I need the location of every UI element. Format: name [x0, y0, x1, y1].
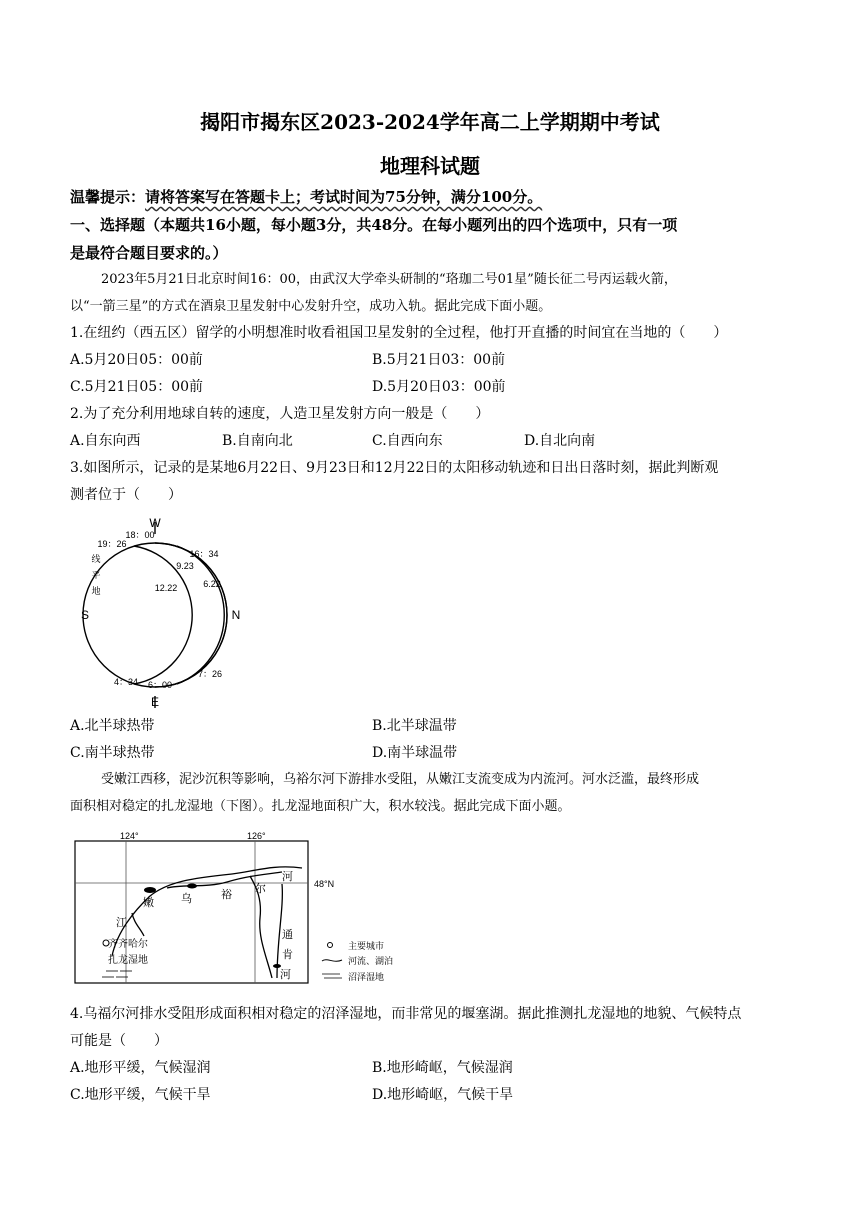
- map-label-jiang: 江: [116, 917, 127, 929]
- label-N: N: [231, 608, 241, 622]
- sun-path-diagram: [72, 512, 252, 708]
- label-W: W: [149, 516, 161, 530]
- lon-124-label: 124°: [120, 831, 139, 841]
- q2-option-c: C.自西向东: [372, 433, 443, 449]
- exam-title: 揭阳市揭东区2023-2024学年高二上学期期中考试: [200, 110, 660, 134]
- q4-stem-line2: 可能是（ ）: [70, 1033, 168, 1049]
- label-S: S: [80, 608, 90, 622]
- label-1926: 19：26: [97, 539, 127, 549]
- section-heading-line2: 是最符合题目要求的。）: [70, 244, 228, 262]
- map-label-zhalong: 扎龙湿地: [108, 955, 148, 966]
- q3-option-d: D.南半球温带: [372, 745, 458, 761]
- map-label-he: 河: [282, 871, 293, 883]
- label-600: 6：00: [147, 680, 173, 690]
- q2-option-a: A.自东向西: [70, 433, 141, 449]
- q3-stem-line1: 3.如图所示，记录的是某地6月22日、9月23日和12月22日的太阳移动轨迹和日出日落时刻，据此判断观: [70, 460, 719, 476]
- q4-option-d: D.地形崎岖，气候干旱: [372, 1087, 514, 1103]
- label-622: 6.22: [203, 579, 221, 589]
- label-1634: 16：34: [189, 549, 219, 559]
- label-434: 4：34: [113, 677, 139, 687]
- q2-stem: 2.为了充分利用地球自转的速度，人造卫星发射方向一般是（ ）: [70, 406, 490, 422]
- map-label-qiqihar: 齐齐哈尔: [108, 939, 148, 950]
- label-1800: 18：00: [125, 530, 155, 540]
- marsh-symbol: [102, 971, 132, 977]
- zhalong-map: [72, 828, 412, 986]
- q2-option-d: D.自北向南: [524, 433, 596, 449]
- map-label-ken: 肯: [282, 949, 293, 961]
- label-horizon-1: 线: [91, 554, 101, 564]
- label-1222: 12.22: [154, 583, 178, 593]
- lat-48-label: 48°N: [314, 879, 335, 889]
- q1-option-c: C.5月21日05：00前: [70, 379, 204, 395]
- passage1-line1: 2023年5月21日北京时间16：00，由武汉大学牵头研制的“珞珈二号01星”随长征二号丙运载火箭，: [101, 272, 677, 287]
- passage2-line1: 受嫩江西移，泥沙沉积等影响，乌裕尔河下游排水受阻，从嫩江支流变成为内流河。河水泛滥，最终形成: [101, 772, 700, 787]
- exam-subtitle: 地理科试题: [380, 154, 480, 178]
- section-heading-line1: 一、选择题（本题共16小题，每小题3分，共48分。在每小题列出的四个选项中，只有一项: [70, 216, 678, 234]
- legend-marsh-label: 沼泽湿地: [348, 972, 385, 982]
- legend-city-icon: [328, 943, 333, 948]
- lake-patches: [144, 884, 281, 969]
- label-horizon-2: 平: [91, 570, 101, 580]
- tip-label: 温馨提示：: [70, 188, 146, 206]
- map-label-yu: 裕: [221, 889, 232, 901]
- q4-option-a: A.地形平缓，气候湿润: [70, 1060, 211, 1076]
- legend-city-label: 主要城市: [348, 941, 385, 951]
- legend-marsh-icon: [322, 974, 342, 978]
- q3-option-b: B.北半球温带: [372, 718, 457, 734]
- q1-option-d: D.5月20日03：00前: [372, 379, 506, 395]
- label-923: 9.23: [176, 561, 194, 571]
- map-label-he2: 河: [280, 969, 291, 981]
- map-label-er: 尔: [255, 883, 266, 895]
- label-horizon-3: 地: [91, 586, 101, 596]
- passage2-line2: 面积相对稳定的扎龙湿地（下图）。扎龙湿地面积广大，积水较浅。据此完成下面小题。: [70, 799, 571, 814]
- q3-option-a: A.北半球热带: [70, 718, 155, 734]
- legend-river-icon: [322, 960, 342, 962]
- lon-126-label: 126°: [247, 831, 266, 841]
- q1-stem: 1.在纽约（西五区）留学的小明想准时收看祖国卫星发射的全过程，他打开直播的时间宜在当地的（ ）: [70, 325, 728, 341]
- q2-option-b: B.自南向北: [222, 433, 293, 449]
- tip-line: [70, 186, 542, 207]
- legend-river-label: 河流、湖泊: [348, 956, 394, 966]
- label-726: 7：26: [197, 669, 223, 679]
- q4-option-c: C.地形平缓，气候干旱: [70, 1087, 211, 1103]
- map-label-tong: 通: [282, 929, 293, 941]
- q4-stem-line1: 4.乌福尔河排水受阻形成面积相对稳定的沼泽湿地，而非常见的堰塞湖。据此推测扎龙湿地的地貌、气候特点: [70, 1006, 742, 1022]
- map-label-nen: 嫩: [143, 897, 154, 909]
- q1-option-b: B.5月21日03：00前: [372, 352, 506, 368]
- map-label-wu: 乌: [181, 893, 192, 905]
- q1-option-a: A.5月20日05：00前: [70, 352, 203, 368]
- tip-text: 请将答案写在答题卡上；考试时间为75分钟，满分100分。: [145, 188, 543, 206]
- passage1-line2: 以“一箭三星”的方式在酒泉卫星发射中心发射升空，成功入轨。据此完成下面小题。: [70, 299, 552, 314]
- q3-stem-line2: 测者位于（ ）: [70, 487, 182, 503]
- q4-option-b: B.地形崎岖，气候湿润: [372, 1060, 513, 1076]
- label-E: E: [150, 695, 160, 708]
- q3-option-c: C.南半球热带: [70, 745, 155, 761]
